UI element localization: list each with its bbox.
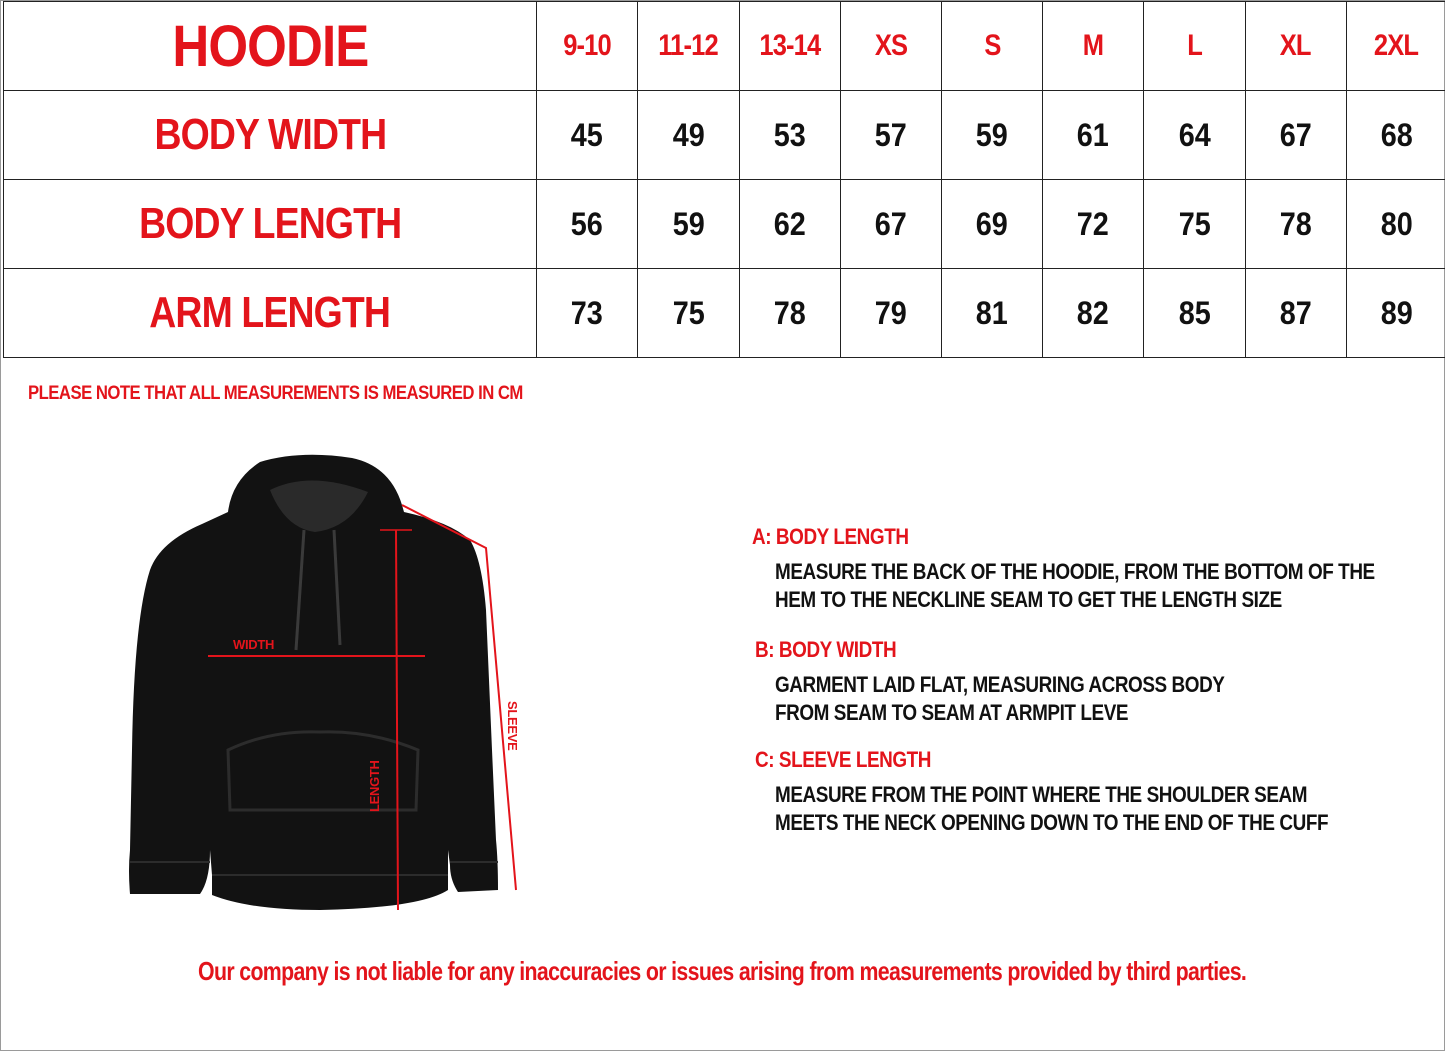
size-header: XS xyxy=(840,2,941,91)
instruction-text: MEETS THE NECK OPENING DOWN TO THE END OF THE CUFF xyxy=(775,810,1329,835)
instruction-title-sleeve-length: C: SLEEVE LENGTH xyxy=(755,747,932,772)
size-header: 11-12 xyxy=(638,2,739,91)
table-cell: 82 xyxy=(1043,269,1144,358)
table-cell: 79 xyxy=(840,269,941,358)
instruction-text: FROM SEAM TO SEAM AT ARMPIT LEVE xyxy=(775,700,1129,725)
table-row xyxy=(4,269,1445,358)
row-label-body-length: BODY LENGTH xyxy=(138,199,402,248)
disclaimer xyxy=(0,956,1445,987)
table-cell: 49 xyxy=(638,91,739,180)
table-title: HOODIE xyxy=(172,13,369,79)
table-cell: 59 xyxy=(941,91,1042,180)
table-cell: 81 xyxy=(941,269,1042,358)
instruction-text: GARMENT LAID FLAT, MEASURING ACROSS BODY xyxy=(775,672,1225,697)
table-row xyxy=(4,91,1445,180)
instruction-text: HEM TO THE NECKLINE SEAM TO GET THE LENGTH SIZE xyxy=(775,587,1282,612)
size-header: M xyxy=(1043,2,1144,91)
table-title-cell xyxy=(4,2,537,91)
size-header: 9-10 xyxy=(537,2,638,91)
table-header-row xyxy=(4,2,1445,91)
table-cell: 67 xyxy=(840,180,941,269)
table-cell: 59 xyxy=(638,180,739,269)
instruction-title-body-width: B: BODY WIDTH xyxy=(755,637,897,662)
instruction-title-body-length: A: BODY LENGTH xyxy=(752,524,909,549)
table-cell: 62 xyxy=(739,180,840,269)
table-cell: 67 xyxy=(1245,91,1346,180)
table-cell: 56 xyxy=(537,180,638,269)
hoodie-illustration xyxy=(120,450,540,920)
disclaimer-text: Our company is not liable for any inaccuracies or issues arising from measurements provided by third parties. xyxy=(198,956,1247,986)
table-cell: 72 xyxy=(1043,180,1144,269)
table-cell: 75 xyxy=(1144,180,1245,269)
table-cell: 75 xyxy=(638,269,739,358)
table-cell: 69 xyxy=(941,180,1042,269)
table-cell: 61 xyxy=(1043,91,1144,180)
row-label-cell xyxy=(4,91,537,180)
table-cell: 57 xyxy=(840,91,941,180)
instruction-text: MEASURE THE BACK OF THE HOODIE, FROM THE BOTTOM OF THE xyxy=(775,559,1375,584)
size-header: 2XL xyxy=(1346,2,1445,91)
row-label-cell xyxy=(4,269,537,358)
row-label-body-width: BODY WIDTH xyxy=(154,110,386,159)
size-header: XL xyxy=(1245,2,1346,91)
table-cell: 78 xyxy=(739,269,840,358)
table-cell: 53 xyxy=(739,91,840,180)
instruction-text: MEASURE FROM THE POINT WHERE THE SHOULDER SEAM xyxy=(775,782,1308,807)
size-table xyxy=(3,1,1445,358)
table-cell: 89 xyxy=(1346,269,1445,358)
row-label-arm-length: ARM LENGTH xyxy=(149,288,391,337)
table-cell: 80 xyxy=(1346,180,1445,269)
row-label-cell xyxy=(4,180,537,269)
table-cell: 64 xyxy=(1144,91,1245,180)
measurement-note: PLEASE NOTE THAT ALL MEASUREMENTS IS MEASURED IN CM xyxy=(28,383,523,404)
size-header: L xyxy=(1144,2,1245,91)
size-header: 13-14 xyxy=(739,2,840,91)
length-label: LENGTH xyxy=(367,760,382,812)
sleeve-label: SLEEVE xyxy=(505,701,520,751)
table-cell: 73 xyxy=(537,269,638,358)
hoodie-diagram xyxy=(120,450,540,920)
table-cell: 85 xyxy=(1144,269,1245,358)
width-label: WIDTH xyxy=(233,637,275,652)
table-cell: 45 xyxy=(537,91,638,180)
table-cell: 68 xyxy=(1346,91,1445,180)
table-cell: 78 xyxy=(1245,180,1346,269)
table-cell: 87 xyxy=(1245,269,1346,358)
table-row xyxy=(4,180,1445,269)
size-header: S xyxy=(941,2,1042,91)
